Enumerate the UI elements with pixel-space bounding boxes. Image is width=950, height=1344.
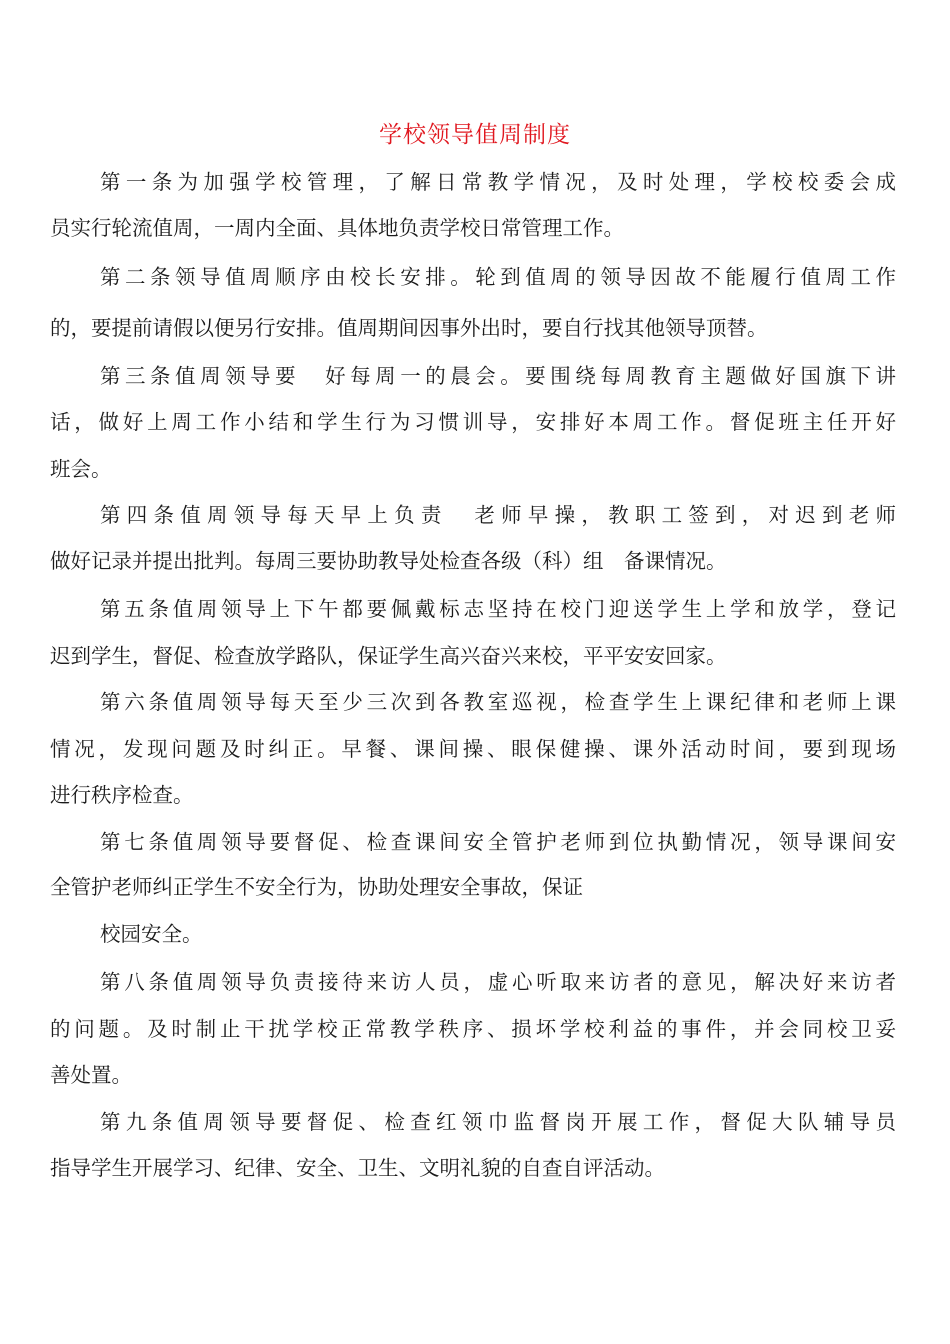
text-line: 第五条值周领导上下午都要佩戴标志坚持在校门迎送学生上学和放学，登记 bbox=[100, 597, 896, 621]
text-line: 第六条值周领导每天至少三次到各教室巡视，检查学生上课纪律和老师上课 bbox=[100, 690, 896, 714]
text-line: 班会。 bbox=[50, 457, 112, 481]
text-line: 指导学生开展学习、纪律、安全、卫生、文明礼貌的自查自评活动。 bbox=[50, 1156, 665, 1180]
document-title: 学校领导值周制度 bbox=[379, 122, 571, 148]
text-line: 迟到学生，督促、检查放学路队，保证学生高兴奋兴来校，平平安安回家。 bbox=[50, 644, 727, 668]
text-line: 第一条为加强学校管理，了解日常教学情况，及时处理，学校校委会成 bbox=[100, 170, 896, 194]
text-line: 第九条值周领导要督促、检查红领巾监督岗开展工作，督促大队辅导员 bbox=[100, 1110, 896, 1134]
text-line: 话，做好上周工作小结和学生行为习惯训导，安排好本周工作。督促班主任开好 bbox=[50, 410, 896, 434]
text-line: 校园安全。 bbox=[100, 922, 203, 946]
text-line: 第七条值周领导要督促、检查课间安全管护老师到位执勤情况，领导课间安 bbox=[100, 830, 896, 854]
text-line: 第二条领导值周顺序由校长安排。轮到值周的领导因故不能履行值周工作 bbox=[100, 265, 896, 289]
text-line: 做好记录并提出批判。每周三要协助教导处检查各级（科）组 备课情况。 bbox=[50, 549, 727, 573]
text-line: 第八条值周领导负责接待来访人员，虚心听取来访者的意见，解决好来访者 bbox=[100, 970, 896, 994]
text-line: 第四条值周领导每天早上负责 老师早操，教职工签到，对迟到老师 bbox=[100, 503, 896, 527]
text-line: 的，要提前请假以便另行安排。值周期间因事外出时，要自行找其他领导顶替。 bbox=[50, 316, 768, 340]
text-line: 员实行轮流值周，一周内全面、具体地负责学校日常管理工作。 bbox=[50, 216, 624, 240]
text-line: 情况，发现问题及时纠正。早餐、课间操、眼保健操、课外活动时间，要到现场 bbox=[50, 737, 896, 761]
text-line: 全管护老师纠正学生不安全行为，协助处理安全事故，保证 bbox=[50, 875, 583, 899]
text-line: 善处置。 bbox=[50, 1063, 132, 1087]
text-line: 进行秩序检查。 bbox=[50, 783, 194, 807]
text-line: 的问题。及时制止干扰学校正常教学秩序、损坏学校利益的事件，并会同校卫妥 bbox=[50, 1017, 896, 1041]
text-line: 第三条值周领导要 好每周一的晨会。要围绕每周教育主题做好国旗下讲 bbox=[100, 364, 896, 388]
